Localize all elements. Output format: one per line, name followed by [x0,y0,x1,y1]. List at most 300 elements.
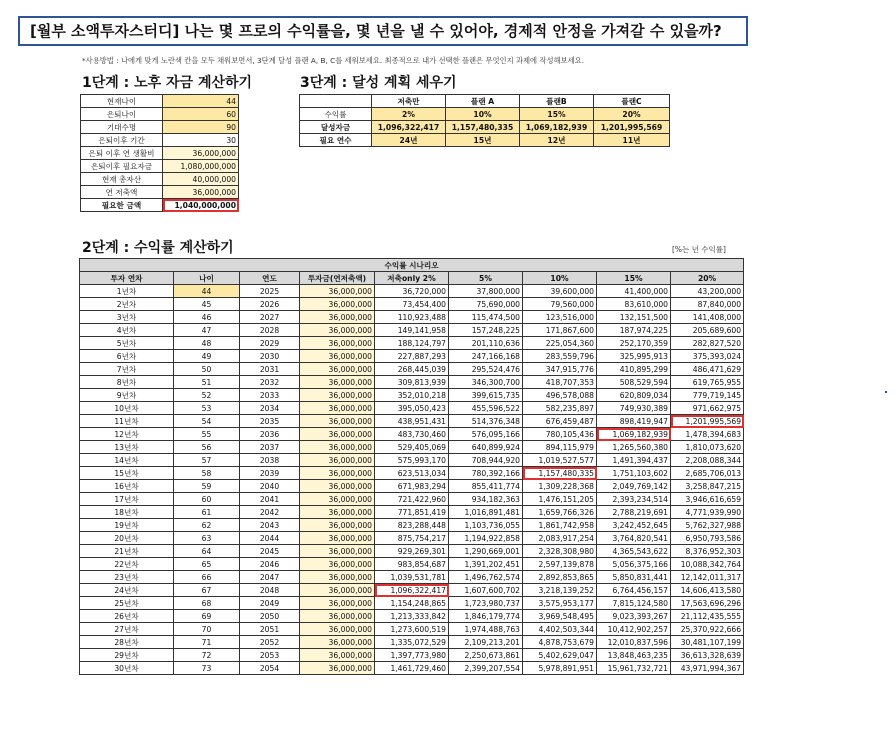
table-cell: 2,049,769,142 [597,480,671,493]
table-row [80,493,744,506]
table-cell: 36,000,000 [300,649,375,662]
table-cell: 576,095,166 [449,428,523,441]
table-cell: 309,813,939 [375,376,449,389]
table-cell: 671,983,294 [375,480,449,493]
step1-value[interactable]: 44 [163,95,239,108]
table-cell: 36,613,328,639 [671,649,744,662]
table-cell: 2035 [240,415,300,428]
table-cell: 10,088,342,764 [671,558,744,571]
table-row [80,506,744,519]
table-cell: 2년차 [80,298,174,311]
table-cell: 225,054,360 [523,337,597,350]
table-cell: 205,689,600 [671,324,744,337]
table-cell: 73 [174,662,240,675]
table-cell: 395,050,423 [375,402,449,415]
table-cell: 53 [174,402,240,415]
table-cell: 375,393,024 [671,350,744,363]
plan-header [300,95,372,108]
step1-value[interactable]: 60 [163,108,239,121]
table-cell: 418,707,353 [523,376,597,389]
table-cell: 1,491,394,437 [597,454,671,467]
table-cell: 283,559,796 [523,350,597,363]
table-cell: 3,969,548,495 [523,610,597,623]
step1-row [81,186,239,199]
table-cell: 4,878,753,679 [523,636,597,649]
plan-row-label: 수익률 [300,108,372,121]
table-cell: 23년차 [80,571,174,584]
table-row [80,467,744,480]
table-cell: 47 [174,324,240,337]
table-cell: 1,103,736,055 [449,519,523,532]
table-cell: 1,290,669,001 [449,545,523,558]
table-cell: 508,529,594 [597,376,671,389]
table-cell: 132,151,500 [597,311,671,324]
step1-label: 현재나이 [81,95,163,108]
table-cell: 149,141,958 [375,324,449,337]
table-cell: 141,408,000 [671,311,744,324]
table-cell: 5,978,891,951 [523,662,597,675]
table-cell: 9년차 [80,389,174,402]
table-cell: 529,405,069 [375,441,449,454]
step1-value[interactable]: 90 [163,121,239,134]
table-cell: 780,392,166 [449,467,523,480]
table-cell: 43,200,000 [671,285,744,298]
table-cell: 26년차 [80,610,174,623]
step1-value[interactable]: 40,000,000 [163,173,239,186]
table-cell: 36,000,000 [300,506,375,519]
plan-cell: 1,157,480,335 [446,121,520,134]
table-cell: 514,376,348 [449,415,523,428]
table-cell: 58 [174,467,240,480]
table-row [80,350,744,363]
table-cell: 2050 [240,610,300,623]
table-cell: 898,419,947 [597,415,671,428]
step1-label: 필요한 금액 [81,199,163,212]
plan-row [300,134,670,147]
table-cell: 575,993,170 [375,454,449,467]
table-cell: 9,023,393,267 [597,610,671,623]
table-cell: 676,459,487 [523,415,597,428]
table-row [80,532,744,545]
table-cell: 52 [174,389,240,402]
table-cell: 62 [174,519,240,532]
table-row [80,389,744,402]
table-cell: 2042 [240,506,300,519]
table-cell: 36,000,000 [300,415,375,428]
table-cell: 1,157,480,335 [523,467,597,480]
table-cell: 55 [174,428,240,441]
table-cell: 929,269,301 [375,545,449,558]
plan-cell[interactable]: 15% [520,108,594,121]
table-cell: 4,771,939,990 [671,506,744,519]
table-cell: 2033 [240,389,300,402]
table-cell: 2047 [240,571,300,584]
table-row [80,545,744,558]
plan-cell: 1,096,322,417 [372,121,446,134]
table-cell: 496,578,088 [523,389,597,402]
table-cell: 582,235,897 [523,402,597,415]
table-row [80,480,744,493]
table-cell: 110,923,488 [375,311,449,324]
table-cell: 1,810,073,620 [671,441,744,454]
plan-cell: 15년 [446,134,520,147]
table-cell: 1,194,922,858 [449,532,523,545]
table-cell: 2053 [240,649,300,662]
table-cell: 2,892,853,865 [523,571,597,584]
table-cell: 282,827,520 [671,337,744,350]
table-cell: 36,000,000 [300,324,375,337]
table-cell: 1,496,762,574 [449,571,523,584]
table-cell: 16년차 [80,480,174,493]
table-cell: 27년차 [80,623,174,636]
table-cell: 14,606,413,580 [671,584,744,597]
table-cell: 36,000,000 [300,376,375,389]
usage-instructions: *사용방법 : 나에게 맞게 노란색 칸을 모두 채워보면서, 3단계 달성 플랜 A, B, C를 세워보세요. 최종적으로 내가 선택한 플랜은 무엇인지 과제에 작성해보세요. [82,56,585,65]
table-cell: 24년차 [80,584,174,597]
table-cell: 325,995,913 [597,350,671,363]
table-row [80,597,744,610]
table-cell: 187,974,225 [597,324,671,337]
table-cell: 2,083,917,254 [523,532,597,545]
table-cell: 2049 [240,597,300,610]
step1-label: 연 저축액 [81,186,163,199]
step1-value: 30 [163,134,239,147]
table-cell: 36,000,000 [300,350,375,363]
table-cell: 8,376,952,303 [671,545,744,558]
table-cell: 2030 [240,350,300,363]
table-cell: 1,861,742,958 [523,519,597,532]
table-row [80,519,744,532]
table-cell: 2045 [240,545,300,558]
table-cell: 2,109,213,201 [449,636,523,649]
table-cell: 721,422,960 [375,493,449,506]
table-cell: 61 [174,506,240,519]
table-cell: 2,208,088,344 [671,454,744,467]
step1-label: 은퇴나이 [81,108,163,121]
table-cell: 36,000,000 [300,571,375,584]
table-cell: 36,000,000 [300,519,375,532]
table-cell: 227,887,293 [375,350,449,363]
table-cell: 2,328,308,980 [523,545,597,558]
table-cell: 7,815,124,580 [597,597,671,610]
table-cell: 15,961,732,721 [597,662,671,675]
table-row [80,454,744,467]
table-cell: 36,000,000 [300,584,375,597]
table-cell: 2032 [240,376,300,389]
table-cell: 59 [174,480,240,493]
plan-cell: 12년 [520,134,594,147]
table-cell: 2048 [240,584,300,597]
step1-value[interactable]: 36,000,000 [163,186,239,199]
table-cell: 79,560,000 [523,298,597,311]
table-cell: 934,182,363 [449,493,523,506]
table-cell: 36,000,000 [300,337,375,350]
scenario-column-header: 10% [523,272,597,285]
plan-cell[interactable]: 10% [446,108,520,121]
table-cell: 1,309,228,368 [523,480,597,493]
table-cell: 2038 [240,454,300,467]
scenario-column-header: 나이 [174,272,240,285]
table-cell: 620,809,034 [597,389,671,402]
table-cell: 83,610,000 [597,298,671,311]
step2-note: [%는 년 수익률] [672,245,726,254]
table-row [80,610,744,623]
table-cell: 20년차 [80,532,174,545]
table-cell: 3,218,139,252 [523,584,597,597]
table-cell: 7년차 [80,363,174,376]
step2-heading: 2단계 : 수익률 계산하기 [82,240,234,256]
table-cell: 71 [174,636,240,649]
table-row [80,428,744,441]
table-cell: 1,039,531,781 [375,571,449,584]
table-cell: 45 [174,298,240,311]
table-cell: 1,335,072,529 [375,636,449,649]
table-cell: 1,273,600,519 [375,623,449,636]
table-cell: 36,000,000 [300,467,375,480]
table-row [80,324,744,337]
table-cell: 67 [174,584,240,597]
table-cell: 2027 [240,311,300,324]
table-cell: 1,096,322,417 [375,584,449,597]
table-cell: 17년차 [80,493,174,506]
table-cell: 36,000,000 [300,402,375,415]
table-row [80,415,744,428]
table-cell: 5,762,327,988 [671,519,744,532]
step1-label: 은퇴이후 필요자금 [81,160,163,173]
table-cell: 75,690,000 [449,298,523,311]
table-cell: 780,105,436 [523,428,597,441]
table-cell: 69 [174,610,240,623]
table-cell: 73,454,400 [375,298,449,311]
stray-dot [885,391,887,393]
table-cell: 1,659,766,326 [523,506,597,519]
table-cell: 36,000,000 [300,363,375,376]
table-cell: 60 [174,493,240,506]
table-cell: 2039 [240,467,300,480]
table-row [80,285,744,298]
scenario-column-header: 저축only 2% [375,272,449,285]
scenario-column-header: 연도 [240,272,300,285]
table-cell: 2,597,139,878 [523,558,597,571]
table-cell: 2025 [240,285,300,298]
table-cell: 87,840,000 [671,298,744,311]
table-cell: 2,685,706,013 [671,467,744,480]
table-row [80,558,744,571]
table-cell: 1,607,600,702 [449,584,523,597]
scenario-header: 수익률 시나리오 [80,259,744,272]
table-cell: 36,000,000 [300,285,375,298]
step3-heading: 3단계 : 달성 계획 세우기 [300,75,457,91]
step3-plan-table [299,94,670,147]
table-cell: 875,754,217 [375,532,449,545]
table-cell: 44 [174,285,240,298]
table-cell: 6,950,793,586 [671,532,744,545]
table-cell: 36,720,000 [375,285,449,298]
table-cell: 6년차 [80,350,174,363]
table-cell: 50 [174,363,240,376]
table-cell: 3,258,847,215 [671,480,744,493]
table-cell: 5,850,831,441 [597,571,671,584]
table-cell: 823,288,448 [375,519,449,532]
table-cell: 771,851,419 [375,506,449,519]
table-cell: 13,848,463,235 [597,649,671,662]
table-cell: 201,110,636 [449,337,523,350]
step1-label: 은퇴 이후 연 생활비 [81,147,163,160]
table-cell: 2026 [240,298,300,311]
table-row [80,571,744,584]
table-cell: 19년차 [80,519,174,532]
table-cell: 6,764,456,157 [597,584,671,597]
table-cell: 2051 [240,623,300,636]
table-cell: 14년차 [80,454,174,467]
table-cell: 68 [174,597,240,610]
table-cell: 36,000,000 [300,597,375,610]
plan-cell: 1,201,995,569 [594,121,670,134]
step1-value[interactable]: 1,080,000,000 [163,160,239,173]
step1-label: 기대수명 [81,121,163,134]
table-cell: 70 [174,623,240,636]
table-cell: 66 [174,571,240,584]
table-cell: 12년차 [80,428,174,441]
table-cell: 347,915,776 [523,363,597,376]
table-cell: 157,248,225 [449,324,523,337]
plan-cell[interactable]: 2% [372,108,446,121]
table-cell: 36,000,000 [300,389,375,402]
table-cell: 2043 [240,519,300,532]
table-cell: 779,719,145 [671,389,744,402]
table-cell: 1년차 [80,285,174,298]
table-row [80,298,744,311]
table-row [80,363,744,376]
table-row [80,402,744,415]
step1-row [81,199,239,212]
table-cell: 2040 [240,480,300,493]
scenario-column-header: 투자금(연저축액) [300,272,375,285]
table-cell: 30,481,107,199 [671,636,744,649]
table-cell: 25,370,922,666 [671,623,744,636]
step1-row [81,134,239,147]
table-cell: 1,397,773,980 [375,649,449,662]
table-cell: 4,365,543,622 [597,545,671,558]
plan-cell: 24년 [372,134,446,147]
step1-row [81,147,239,160]
plan-cell: 11년 [594,134,670,147]
plan-row [300,121,670,134]
table-cell: 15년차 [80,467,174,480]
table-cell: 1,751,103,602 [597,467,671,480]
table-cell: 3년차 [80,311,174,324]
table-cell: 486,471,629 [671,363,744,376]
table-cell: 1,154,248,865 [375,597,449,610]
table-cell: 1,478,394,683 [671,428,744,441]
plan-header: 플랜C [594,95,670,108]
table-row [80,623,744,636]
plan-header: 플랜 A [446,95,520,108]
step1-row [81,95,239,108]
table-cell: 51 [174,376,240,389]
table-cell: 36,000,000 [300,441,375,454]
table-cell: 1,476,151,205 [523,493,597,506]
table-cell: 3,946,616,659 [671,493,744,506]
table-cell: 2029 [240,337,300,350]
table-cell: 2028 [240,324,300,337]
table-cell: 64 [174,545,240,558]
plan-row-label: 달성자금 [300,121,372,134]
table-cell: 1,723,980,737 [449,597,523,610]
table-cell: 28년차 [80,636,174,649]
table-cell: 1,265,560,380 [597,441,671,454]
table-cell: 346,300,700 [449,376,523,389]
table-cell: 56 [174,441,240,454]
table-cell: 10년차 [80,402,174,415]
table-cell: 2034 [240,402,300,415]
table-cell: 1,213,333,842 [375,610,449,623]
table-cell: 22년차 [80,558,174,571]
table-cell: 1,846,179,774 [449,610,523,623]
plan-header: 플랜B [520,95,594,108]
plan-cell[interactable]: 20% [594,108,670,121]
step1-row [81,121,239,134]
table-cell: 37,800,000 [449,285,523,298]
table-cell: 399,615,735 [449,389,523,402]
table-cell: 36,000,000 [300,623,375,636]
table-cell: 36,000,000 [300,480,375,493]
table-cell: 410,895,299 [597,363,671,376]
table-row [80,376,744,389]
table-row [80,311,744,324]
table-cell: 72 [174,649,240,662]
table-cell: 855,411,774 [449,480,523,493]
step1-value[interactable]: 36,000,000 [163,147,239,160]
page-title: [월부 소액투자스터디] 나는 몇 프로의 수익률을, 몇 년을 낼 수 있어야, 경제적 안정을 가져갈 수 있을까? [18,16,748,46]
table-cell: 36,000,000 [300,545,375,558]
table-cell: 295,524,476 [449,363,523,376]
table-cell: 247,166,168 [449,350,523,363]
table-cell: 2,788,219,691 [597,506,671,519]
table-cell: 10,412,902,257 [597,623,671,636]
table-cell: 21,112,435,555 [671,610,744,623]
step1-row [81,160,239,173]
table-cell: 2,399,207,554 [449,662,523,675]
table-cell: 5,402,629,047 [523,649,597,662]
table-cell: 971,662,975 [671,402,744,415]
scenario-column-header: 투자 연차 [80,272,174,285]
scenario-column-header: 20% [671,272,744,285]
table-cell: 36,000,000 [300,311,375,324]
plan-row-label: 필요 연수 [300,134,372,147]
table-cell: 352,010,218 [375,389,449,402]
table-cell: 36,000,000 [300,532,375,545]
table-cell: 8년차 [80,376,174,389]
table-cell: 5년차 [80,337,174,350]
table-cell: 1,201,995,569 [671,415,744,428]
table-cell: 13년차 [80,441,174,454]
table-cell: 2037 [240,441,300,454]
table-cell: 708,944,920 [449,454,523,467]
table-cell: 2054 [240,662,300,675]
table-cell: 1,016,891,481 [449,506,523,519]
table-cell: 43,971,994,367 [671,662,744,675]
table-cell: 4년차 [80,324,174,337]
table-cell: 252,170,359 [597,337,671,350]
table-cell: 12,010,837,596 [597,636,671,649]
table-cell: 21년차 [80,545,174,558]
table-cell: 36,000,000 [300,454,375,467]
table-row [80,636,744,649]
table-cell: 11년차 [80,415,174,428]
step1-label: 현재 총자산 [81,173,163,186]
table-cell: 2031 [240,363,300,376]
